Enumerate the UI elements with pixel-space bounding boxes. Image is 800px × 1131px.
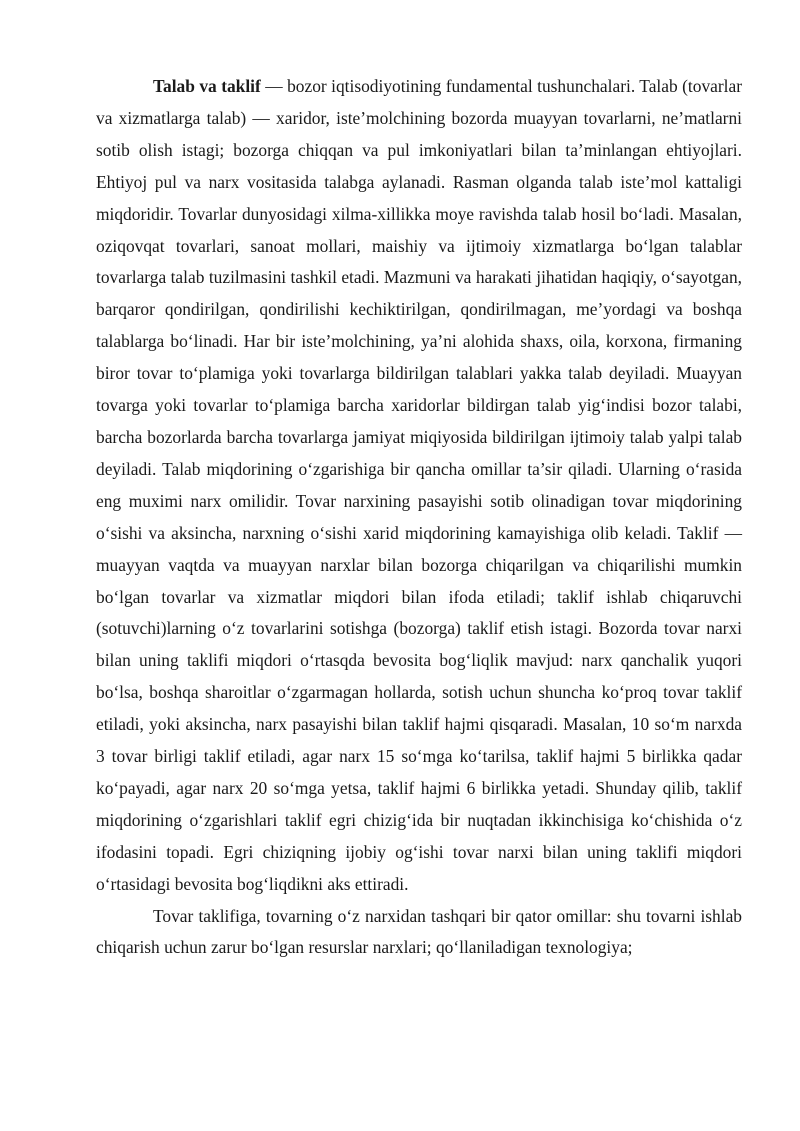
term-heading: Talab va taklif: [153, 76, 261, 96]
document-page: [96, 71, 742, 964]
paragraph-talab-va-taklif: [96, 71, 742, 901]
paragraph-tovar-taklifiga: [96, 901, 742, 965]
paragraph-body: — bozor iqtisodiyotining fundamental tushunchalari. Talab (tovarlar va xizmatlarga talab) — xaridor, iste’molchining bozorda muayyan tovarlarni, ne’matlarni sotib olish istagi; bozorga chiqqan va pul imkoniyatlari bilan ta’minlangan ehtiyojlari. Ehtiyoj pul va narx vositasida talabga aylanadi. Rasman olganda talab iste’mol kattaligi miqdoridir. Tovarlar dunyosidagi xilma-xillikka moye ravishda talab hosil bo‘ladi. Masalan, oziqovqat tovarlari, sanoat mollari, maishiy va ijtimoiy xizmatlarga bo‘lgan talablar tovarlarga talab tuzilmasini tashkil etadi. Mazmuni va harakati jihatidan haqiqiy, o‘sayotgan, barqaror qondirilgan, qondirilishi kechiktirilgan, qondirilmagan, me’yordagi va boshqa talablarga bo‘linadi. Har bir iste’molchining, ya’ni alohida shaxs, oila, korxona, firmaning biror tovar to‘plamiga yoki tovarlarga bildirilgan talablari yakka talab deyiladi. Muayyan tovarga yoki tovarlar to‘plamiga barcha xaridorlar bildirgan talab yig‘indisi bozor talabi, barcha bozorlarda barcha tovarlarga jamiyat miqiyosida bildirilgan ijtimoiy talab yalpi talab deyiladi. Talab miqdorining o‘zgarishiga bir qancha omillar ta’sir qiladi. Ularning o‘rasida eng muximi narx omilidir. Tovar narxining pasayishi sotib olinadigan tovar miqdorining o‘sishi va aksincha, narxning o‘sishi xarid miqdorining kamayishiga olib keladi. Taklif — muayyan vaqtda va muayyan narxlar bilan bozorga chiqarilgan va chiqarilishi mumkin bo‘lgan tovarlar va xizmatlar miqdori bilan ifoda etiladi; taklif ishlab chiqaruvchi (sotuvchi)larning o‘z tovarlarini sotishga (bozorga) taklif etish istagi. Bozorda tovar narxi bilan uning taklifi miqdori o‘rtasqda bevosita bog‘liqlik mavjud: narx qanchalik yuqori bo‘lsa, boshqa sharoitlar o‘zgarmagan hollarda, sotish uchun shuncha ko‘proq tovar taklif etiladi, yoki aksincha, narx pasayishi bilan taklif hajmi qisqaradi. Masalan, 10 so‘m narxda 3 tovar birligi taklif etiladi, agar narx 15 so‘mga ko‘tarilsa, taklif hajmi 5 birlikka qadar ko‘payadi, agar narx 20 so‘mga yetsa, taklif hajmi 6 birlikka yetadi. Shunday qilib, taklif miqdorining o‘zgarishlari taklif egri chizig‘ida bir nuqtadan ikkinchisiga ko‘chishida o‘z ifodasini topadi. Egri chiziqning ijobiy og‘ishi tovar narxi bilan uning taklifi miqdori o‘rtasidagi bevosita bog‘liqdikni aks ettiradi.: [96, 76, 742, 894]
paragraph-body: Tovar taklifiga, tovarning o‘z narxidan tashqari bir qator omillar: shu tovarni ishlab chiqarish uchun zarur bo‘lgan resurslar narxlari; qo‘llaniladigan texnologiya;: [96, 905, 742, 958]
